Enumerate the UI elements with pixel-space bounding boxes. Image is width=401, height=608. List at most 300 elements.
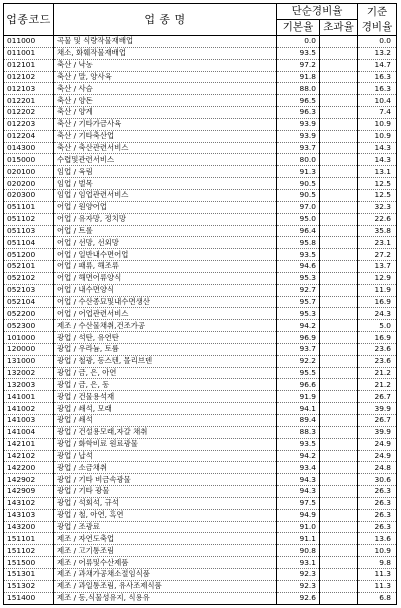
cell-name: 제조 / 수산물채취,건조가공 [54,320,277,332]
table-row [4,568,397,580]
cell-basic-rate: 93.5 [277,47,320,59]
table-row [4,83,397,95]
cell-excess-rate [320,189,358,201]
cell-name: 어업 / 일반내수면어업 [54,249,277,261]
cell-name: 광업 / 쇄석 [54,415,277,427]
cell-name: 제조 / 과일통조림, 유사조제식품 [54,580,277,592]
cell-excess-rate [320,272,358,284]
table-row [4,580,397,592]
cell-name: 제조 / 어류및수산제품 [54,557,277,569]
table-row [4,509,397,521]
cell-name: 축산 / 양계 [54,107,277,119]
cell-code: 131000 [4,355,54,367]
cell-name: 축산 / 기타가금사육 [54,118,277,130]
cell-name: 채소, 화훼작물재배업 [54,47,277,59]
table-row [4,332,397,344]
cell-name: 임업 / 벌목 [54,178,277,190]
cell-basic-rate: 91.0 [277,521,320,533]
cell-basic-rate: 97.0 [277,201,320,213]
cell-code: 012201 [4,95,54,107]
header-simple-rate-group: 단순경비율 [277,4,358,20]
cell-standard-rate: 23.6 [358,343,397,355]
cell-standard-rate: 23.1 [358,237,397,249]
cell-standard-rate: 24.9 [358,450,397,462]
cell-standard-rate: 26.3 [358,486,397,498]
table-row [4,462,397,474]
cell-excess-rate [320,521,358,533]
table-body [4,36,397,605]
cell-standard-rate: 11.3 [358,568,397,580]
cell-excess-rate [320,118,358,130]
cell-code: 020200 [4,178,54,190]
cell-code: 051103 [4,225,54,237]
cell-standard-rate: 13.7 [358,261,397,273]
cell-standard-rate: 7.4 [358,107,397,119]
expense-rate-table [3,3,397,605]
table-row [4,343,397,355]
cell-basic-rate: 94.3 [277,474,320,486]
table-row [4,403,397,415]
cell-basic-rate: 95.3 [277,272,320,284]
cell-standard-rate: 16.3 [358,71,397,83]
cell-excess-rate [320,47,358,59]
cell-name: 광업 / 기타 광물 [54,486,277,498]
cell-excess-rate [320,261,358,273]
cell-name: 축산 / 말, 양사육 [54,71,277,83]
table-row [4,225,397,237]
cell-name: 광업 / 건물용석재 [54,391,277,403]
cell-name: 제조 / 동,식물성유지, 식용유 [54,592,277,604]
cell-basic-rate: 90.8 [277,545,320,557]
cell-name: 광업 / 납석 [54,450,277,462]
cell-standard-rate: 6.8 [358,592,397,604]
cell-standard-rate: 30.6 [358,474,397,486]
cell-basic-rate: 91.9 [277,391,320,403]
cell-name: 어업 / 어업관련서비스 [54,308,277,320]
cell-standard-rate: 0.0 [358,36,397,48]
table-row [4,166,397,178]
table-row [4,533,397,545]
cell-basic-rate: 94.1 [277,403,320,415]
cell-standard-rate: 26.3 [358,509,397,521]
cell-excess-rate [320,213,358,225]
cell-basic-rate: 93.5 [277,249,320,261]
table-row [4,201,397,213]
cell-code: 051200 [4,249,54,261]
cell-code: 052101 [4,261,54,273]
cell-basic-rate: 97.2 [277,59,320,71]
table-row [4,249,397,261]
cell-code: 141003 [4,415,54,427]
table-row [4,296,397,308]
cell-standard-rate: 26.3 [358,497,397,509]
table-row [4,71,397,83]
cell-excess-rate [320,154,358,166]
cell-code: 052200 [4,308,54,320]
header-standard-line2: 경비율 [361,20,393,33]
cell-standard-rate: 27.2 [358,249,397,261]
cell-name: 광업 / 건설용모래,자갈 채취 [54,426,277,438]
cell-name: 광업 / 석탄, 유연탄 [54,332,277,344]
cell-name: 축산 / 낙농 [54,59,277,71]
cell-excess-rate [320,332,358,344]
cell-name: 광업 / 금, 은, 아연 [54,367,277,379]
cell-excess-rate [320,486,358,498]
cell-code: 012204 [4,130,54,142]
table-row [4,59,397,71]
cell-standard-rate: 11.9 [358,284,397,296]
cell-basic-rate: 89.4 [277,415,320,427]
table-row [4,107,397,119]
cell-excess-rate [320,142,358,154]
table-row [4,130,397,142]
cell-standard-rate: 39.9 [358,403,397,415]
cell-standard-rate: 16.9 [358,296,397,308]
cell-excess-rate [320,308,358,320]
cell-basic-rate: 92.2 [277,355,320,367]
table-row [4,426,397,438]
cell-excess-rate [320,95,358,107]
cell-code: 151301 [4,568,54,580]
cell-excess-rate [320,533,358,545]
table-row [4,36,397,48]
cell-standard-rate: 13.6 [358,533,397,545]
cell-code: 151500 [4,557,54,569]
cell-standard-rate: 22.6 [358,213,397,225]
cell-basic-rate: 93.9 [277,118,320,130]
cell-name: 어업 / 트롤 [54,225,277,237]
cell-name: 어업 / 원양어업 [54,201,277,213]
header-standard-rate [358,4,397,36]
rate-table-container [3,3,397,605]
cell-standard-rate: 13.2 [358,47,397,59]
cell-basic-rate: 96.3 [277,107,320,119]
cell-standard-rate: 10.4 [358,95,397,107]
cell-name: 제조 / 과채가공채소절임식품 [54,568,277,580]
cell-standard-rate: 5.0 [358,320,397,332]
cell-standard-rate: 16.3 [358,83,397,95]
cell-code: 143200 [4,521,54,533]
cell-name: 어업 / 해면어류양식 [54,272,277,284]
cell-standard-rate: 21.2 [358,379,397,391]
table-row [4,118,397,130]
cell-code: 015000 [4,154,54,166]
cell-standard-rate: 24.3 [358,308,397,320]
cell-basic-rate: 80.0 [277,154,320,166]
cell-code: 012101 [4,59,54,71]
table-row [4,592,397,604]
cell-name: 축산 / 기타축산업 [54,130,277,142]
cell-code: 051104 [4,237,54,249]
cell-basic-rate: 93.9 [277,130,320,142]
cell-name: 광업 / 화학비료 원료광물 [54,438,277,450]
cell-code: 132002 [4,367,54,379]
header-standard-line1: 기준 [366,5,388,18]
table-row [4,178,397,190]
header-name: 업 종 명 [54,4,277,36]
cell-name: 어업 / 수산종묘및내수면생산 [54,296,277,308]
cell-name: 광업 / 조광료 [54,521,277,533]
table-row [4,237,397,249]
cell-basic-rate: 94.2 [277,450,320,462]
cell-standard-rate: 14.3 [358,154,397,166]
cell-standard-rate: 26.3 [358,521,397,533]
cell-code: 012202 [4,107,54,119]
table-row [4,213,397,225]
cell-code: 141001 [4,391,54,403]
cell-code: 151102 [4,545,54,557]
cell-excess-rate [320,178,358,190]
cell-name: 제조 / 고기통조림 [54,545,277,557]
cell-basic-rate: 96.6 [277,379,320,391]
table-row [4,261,397,273]
cell-basic-rate: 93.1 [277,557,320,569]
cell-standard-rate: 10.9 [358,545,397,557]
cell-excess-rate [320,426,358,438]
table-row [4,367,397,379]
cell-code: 142200 [4,462,54,474]
cell-code: 012203 [4,118,54,130]
cell-standard-rate: 10.9 [358,130,397,142]
cell-code: 101000 [4,332,54,344]
cell-name: 광업 / 철광, 동스텐, 몰리브덴 [54,355,277,367]
table-row [4,474,397,486]
cell-code: 151302 [4,580,54,592]
cell-basic-rate: 93.7 [277,142,320,154]
cell-excess-rate [320,462,358,474]
cell-code: 052104 [4,296,54,308]
cell-basic-rate: 91.3 [277,166,320,178]
cell-basic-rate: 92.6 [277,592,320,604]
cell-name: 축산 / 양돈 [54,95,277,107]
cell-excess-rate [320,130,358,142]
cell-code: 051102 [4,213,54,225]
cell-standard-rate: 12.9 [358,272,397,284]
cell-basic-rate: 88.0 [277,83,320,95]
cell-basic-rate: 94.3 [277,486,320,498]
cell-code: 051101 [4,201,54,213]
cell-excess-rate [320,36,358,48]
cell-name: 제조 / 자연도축업 [54,533,277,545]
cell-code: 151101 [4,533,54,545]
cell-standard-rate: 26.7 [358,391,397,403]
cell-name: 어업 / 패류, 해조류 [54,261,277,273]
cell-name: 곡물 및 식량작물재배업 [54,36,277,48]
cell-name: 축산 / 사슴 [54,83,277,95]
table-row [4,497,397,509]
cell-code: 141004 [4,426,54,438]
cell-excess-rate [320,320,358,332]
cell-code: 151400 [4,592,54,604]
cell-excess-rate [320,367,358,379]
cell-basic-rate: 94.9 [277,509,320,521]
cell-excess-rate [320,237,358,249]
cell-excess-rate [320,59,358,71]
table-row [4,154,397,166]
cell-code: 012102 [4,71,54,83]
table-row [4,450,397,462]
cell-name: 광업 / 기타 비금속광물 [54,474,277,486]
cell-name: 수렵및관련서비스 [54,154,277,166]
table-row [4,557,397,569]
table-row [4,272,397,284]
cell-basic-rate: 96.5 [277,95,320,107]
cell-basic-rate: 94.6 [277,261,320,273]
cell-code: 011000 [4,36,54,48]
cell-basic-rate: 90.5 [277,178,320,190]
cell-name: 임업 / 임업관련서비스 [54,189,277,201]
cell-code: 142909 [4,486,54,498]
cell-name: 광업 / 소금채취 [54,462,277,474]
header-excess-rate: 초과율 [320,20,358,36]
cell-standard-rate: 39.9 [358,426,397,438]
cell-code: 120000 [4,343,54,355]
cell-excess-rate [320,107,358,119]
cell-excess-rate [320,296,358,308]
cell-basic-rate: 94.2 [277,320,320,332]
cell-standard-rate: 23.6 [358,355,397,367]
cell-standard-rate: 14.7 [358,59,397,71]
cell-name: 광업 / 금, 은, 동 [54,379,277,391]
cell-basic-rate: 93.4 [277,462,320,474]
cell-excess-rate [320,71,358,83]
cell-excess-rate [320,474,358,486]
table-row [4,95,397,107]
cell-basic-rate: 0.0 [277,36,320,48]
cell-basic-rate: 95.5 [277,367,320,379]
cell-code: 011001 [4,47,54,59]
cell-standard-rate: 21.2 [358,367,397,379]
cell-excess-rate [320,391,358,403]
cell-excess-rate [320,201,358,213]
cell-code: 052102 [4,272,54,284]
cell-excess-rate [320,415,358,427]
cell-code: 143103 [4,509,54,521]
cell-name: 임업 / 육림 [54,166,277,178]
cell-standard-rate: 32.3 [358,201,397,213]
cell-standard-rate: 35.8 [358,225,397,237]
cell-code: 014300 [4,142,54,154]
cell-excess-rate [320,225,358,237]
cell-name: 광업 / 철, 아연, 흑연 [54,509,277,521]
cell-code: 052103 [4,284,54,296]
cell-basic-rate: 92.7 [277,284,320,296]
cell-excess-rate [320,568,358,580]
table-row [4,521,397,533]
cell-basic-rate: 88.3 [277,426,320,438]
cell-basic-rate: 95.8 [277,237,320,249]
cell-excess-rate [320,379,358,391]
cell-excess-rate [320,592,358,604]
cell-excess-rate [320,249,358,261]
cell-excess-rate [320,403,358,415]
cell-name: 어업 / 내수면양식 [54,284,277,296]
cell-code: 143102 [4,497,54,509]
cell-standard-rate: 16.9 [358,332,397,344]
table-row [4,415,397,427]
cell-code: 020300 [4,189,54,201]
cell-standard-rate: 10.9 [358,118,397,130]
cell-standard-rate: 14.3 [358,142,397,154]
cell-excess-rate [320,166,358,178]
cell-basic-rate: 95.7 [277,296,320,308]
table-row [4,284,397,296]
cell-code: 132003 [4,379,54,391]
cell-name: 축산 / 축산관련서비스 [54,142,277,154]
cell-basic-rate: 91.1 [277,533,320,545]
table-row [4,545,397,557]
cell-name: 광업 / 우라늄, 토륨 [54,343,277,355]
cell-basic-rate: 90.5 [277,189,320,201]
table-row [4,438,397,450]
cell-code: 052300 [4,320,54,332]
cell-excess-rate [320,497,358,509]
cell-name: 광업 / 석회석, 규석 [54,497,277,509]
cell-excess-rate [320,545,358,557]
table-row [4,320,397,332]
cell-excess-rate [320,83,358,95]
cell-excess-rate [320,450,358,462]
cell-code: 012103 [4,83,54,95]
cell-excess-rate [320,580,358,592]
cell-basic-rate: 95.0 [277,213,320,225]
cell-code: 142902 [4,474,54,486]
cell-excess-rate [320,557,358,569]
table-row [4,189,397,201]
cell-code: 141002 [4,403,54,415]
cell-standard-rate: 12.5 [358,189,397,201]
cell-excess-rate [320,343,358,355]
header-code: 업종코드 [4,4,54,36]
cell-basic-rate: 93.7 [277,343,320,355]
cell-standard-rate: 24.8 [358,462,397,474]
cell-name: 광업 / 쇄석, 모래 [54,403,277,415]
cell-basic-rate: 95.3 [277,308,320,320]
cell-basic-rate: 91.8 [277,71,320,83]
cell-standard-rate: 13.1 [358,166,397,178]
cell-basic-rate: 93.5 [277,438,320,450]
cell-standard-rate: 9.8 [358,557,397,569]
cell-standard-rate: 12.5 [358,178,397,190]
cell-basic-rate: 97.5 [277,497,320,509]
cell-excess-rate [320,284,358,296]
cell-basic-rate: 96.4 [277,225,320,237]
cell-code: 142101 [4,438,54,450]
cell-standard-rate: 26.7 [358,415,397,427]
cell-basic-rate: 96.9 [277,332,320,344]
cell-basic-rate: 92.3 [277,568,320,580]
cell-name: 어업 / 선망, 선외망 [54,237,277,249]
header-basic-rate: 기본율 [277,20,320,36]
cell-excess-rate [320,509,358,521]
cell-excess-rate [320,355,358,367]
cell-excess-rate [320,438,358,450]
cell-code: 142102 [4,450,54,462]
table-row [4,355,397,367]
table-row [4,308,397,320]
cell-code: 020100 [4,166,54,178]
cell-name: 어업 / 유자망, 정치망 [54,213,277,225]
table-header [4,4,397,36]
table-row [4,142,397,154]
table-row [4,47,397,59]
table-row [4,486,397,498]
table-row [4,379,397,391]
table-row [4,391,397,403]
cell-standard-rate: 24.9 [358,438,397,450]
cell-basic-rate: 92.3 [277,580,320,592]
cell-standard-rate: 11.3 [358,580,397,592]
